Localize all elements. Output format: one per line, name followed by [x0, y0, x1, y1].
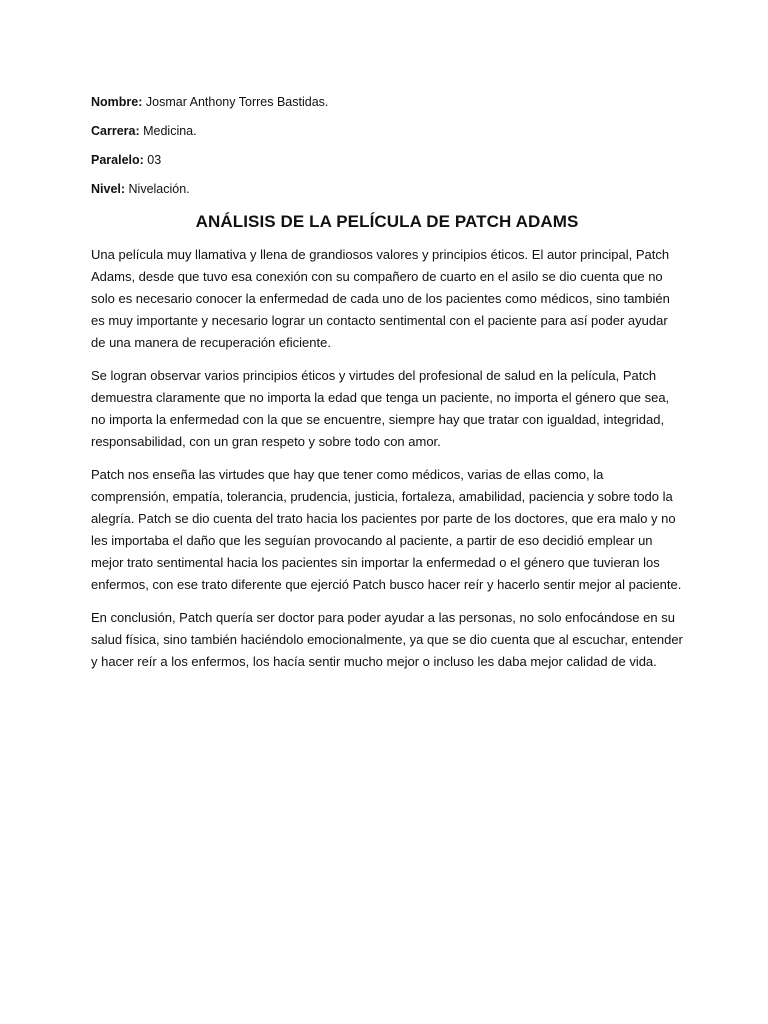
document-content [91, 93, 683, 684]
meta-nivel [91, 180, 683, 198]
document-title: ANÁLISIS DE LA PELÍCULA DE PATCH ADAMS [195, 212, 579, 231]
meta-nombre-value: Josmar Anthony Torres Bastidas. [142, 95, 329, 109]
paragraph-1: Una película muy llamativa y llena de grandiosos valores y principios éticos. El autor principal, Patch Adams, desde que tuvo esa conexión con su compañero de cuarto en el asilo se dio cuenta que no solo es necesario conocer la enfermedad de cada uno de los pacientes como médicos, sino también es muy importante y necesario lograr un contacto sentimental con el paciente para así poder ayudar de una manera de recuperación eficiente. [91, 247, 670, 350]
meta-nivel-value: Nivelación. [125, 182, 190, 196]
meta-carrera-value: Medicina. [139, 124, 197, 138]
meta-nombre [91, 93, 683, 111]
paragraph-2: Se logran observar varios principios éticos y virtudes del profesional de salud en la película, Patch demuestra claramente que no importa la edad que tenga un paciente, no importa el género que sea, no importa la enfermedad con la que se encuentre, siempre hay que tratar con igualdad, integridad, responsabilidad, con un gran respeto y sobre todo con amor. [91, 368, 670, 449]
meta-paralelo-value: 03 [143, 153, 162, 167]
meta-paralelo-label: Paralelo: [91, 153, 144, 167]
paragraph-4: En conclusión, Patch quería ser doctor para poder ayudar a las personas, no solo enfocándose en su salud física, sino también haciéndolo emocionalmente, ya que se dio cuenta que al escuchar, entender y hacer reír a los enfermos, los hacía sentir mucho mejor o incluso les daba mejor calidad de vida. [91, 610, 683, 669]
meta-carrera-label: Carrera: [91, 124, 140, 138]
meta-nombre-label: Nombre: [91, 95, 143, 109]
meta-nivel-label: Nivel: [91, 182, 126, 196]
meta-carrera [91, 122, 683, 140]
paragraph-3: Patch nos enseña las virtudes que hay que tener como médicos, varias de ellas como, la comprensión, empatía, tolerancia, prudencia, justicia, fortaleza, amabilidad, paciencia y sobre todo la alegría. Patch se dio cuenta del trato hacia los pacientes por parte de los doctores, que era malo y no les importaba el daño que les seguían provocando al paciente, a partir de eso decidió emplear un mejor trato sentimental hacia los pacientes sin importar la enfermedad o el género que tuvieran los enfermos, con ese trato diferente que ejerció Patch busco hacer reír y hacerlo sentir mejor al paciente. [91, 467, 682, 592]
meta-paralelo [91, 151, 683, 169]
